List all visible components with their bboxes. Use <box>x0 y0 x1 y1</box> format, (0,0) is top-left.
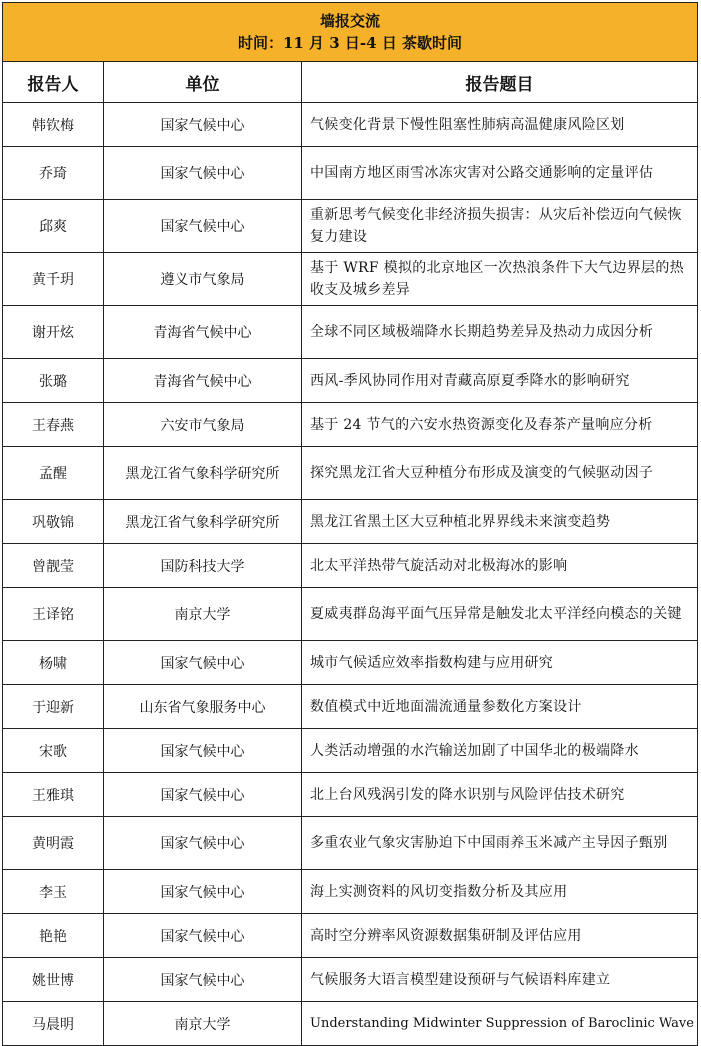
reporter-cell: 巩敬锦 <box>3 500 104 544</box>
table-row <box>3 447 698 500</box>
topic-cell: 探究黑龙江省大豆种植分布形成及演变的气候驱动因子 <box>302 447 698 500</box>
unit-cell: 国家气候中心 <box>104 773 302 817</box>
unit-cell: 南京大学 <box>104 588 302 641</box>
topic-cell: 西风-季风协同作用对青藏高原夏季降水的影响研究 <box>302 359 698 403</box>
topic-cell: Understanding Midwinter Suppression of Baroclinic Wave <box>302 1002 698 1046</box>
unit-cell: 黑龙江省气象科学研究所 <box>104 447 302 500</box>
reporter-cell: 宋歌 <box>3 729 104 773</box>
poster-schedule-table <box>2 2 698 1046</box>
table-row <box>3 500 698 544</box>
reporter-cell: 李玉 <box>3 870 104 914</box>
reporter-cell: 艳艳 <box>3 914 104 958</box>
topic-cell: 气候服务大语言模型建设预研与气候语料库建立 <box>302 958 698 1002</box>
reporter-cell: 马晨明 <box>3 1002 104 1046</box>
column-header-unit: 单位 <box>104 62 302 103</box>
banner-row <box>3 3 698 62</box>
unit-cell: 国家气候中心 <box>104 958 302 1002</box>
topic-cell: 黑龙江省黑土区大豆种植北界界线未来演变趋势 <box>302 500 698 544</box>
reporter-cell: 杨啸 <box>3 641 104 685</box>
unit-cell: 青海省气候中心 <box>104 306 302 359</box>
reporter-cell: 曾靓莹 <box>3 544 104 588</box>
topic-cell: 数值模式中近地面湍流通量参数化方案设计 <box>302 685 698 729</box>
topic-cell: 重新思考气候变化非经济损失损害：从灾后补偿迈向气候恢复力建设 <box>302 200 698 253</box>
topic-cell: 夏威夷群岛海平面气压异常是触发北太平洋经向模态的关键 <box>302 588 698 641</box>
banner <box>3 3 698 62</box>
reporter-cell: 韩钦梅 <box>3 103 104 147</box>
table-row <box>3 685 698 729</box>
table-row <box>3 200 698 253</box>
reporter-cell: 王雅琪 <box>3 773 104 817</box>
table-row <box>3 588 698 641</box>
topic-cell: 气候变化背景下慢性阻塞性肺病高温健康风险区划 <box>302 103 698 147</box>
banner-title: 墙报交流 <box>319 12 380 30</box>
table-row <box>3 306 698 359</box>
topic-cell: 中国南方地区雨雪冰冻灾害对公路交通影响的定量评估 <box>302 147 698 200</box>
table-row <box>3 773 698 817</box>
unit-cell: 青海省气候中心 <box>104 359 302 403</box>
reporter-cell: 王译铭 <box>3 588 104 641</box>
table-row <box>3 729 698 773</box>
topic-cell: 人类活动增强的水汽输送加剧了中国华北的极端降水 <box>302 729 698 773</box>
table-row <box>3 870 698 914</box>
topic-cell: 多重农业气象灾害胁迫下中国雨养玉米减产主导因子甄别 <box>302 817 698 870</box>
unit-cell: 六安市气象局 <box>104 403 302 447</box>
table-row <box>3 147 698 200</box>
unit-cell: 遵义市气象局 <box>104 253 302 306</box>
table-row <box>3 817 698 870</box>
column-header-topic: 报告题目 <box>302 62 698 103</box>
unit-cell: 国家气候中心 <box>104 914 302 958</box>
table-row <box>3 253 698 306</box>
topic-cell: 北太平洋热带气旋活动对北极海冰的影响 <box>302 544 698 588</box>
table-row <box>3 958 698 1002</box>
reporter-cell: 张璐 <box>3 359 104 403</box>
unit-cell: 黑龙江省气象科学研究所 <box>104 500 302 544</box>
reporter-cell: 谢开炫 <box>3 306 104 359</box>
unit-cell: 国家气候中心 <box>104 870 302 914</box>
table-row <box>3 403 698 447</box>
unit-cell: 国家气候中心 <box>104 641 302 685</box>
reporter-cell: 黄明霞 <box>3 817 104 870</box>
unit-cell: 国家气候中心 <box>104 147 302 200</box>
column-header-reporter: 报告人 <box>3 62 104 103</box>
unit-cell: 国防科技大学 <box>104 544 302 588</box>
unit-cell: 国家气候中心 <box>104 103 302 147</box>
topic-cell: 基于 24 节气的六安水热资源变化及春茶产量响应分析 <box>302 403 698 447</box>
topic-cell: 城市气候适应效率指数构建与应用研究 <box>302 641 698 685</box>
unit-cell: 国家气候中心 <box>104 817 302 870</box>
reporter-cell: 孟醒 <box>3 447 104 500</box>
unit-cell: 山东省气象服务中心 <box>104 685 302 729</box>
unit-cell: 国家气候中心 <box>104 729 302 773</box>
table-row <box>3 914 698 958</box>
table-row <box>3 641 698 685</box>
header-row <box>3 62 698 103</box>
reporter-cell: 乔琦 <box>3 147 104 200</box>
topic-cell: 基于 WRF 模拟的北京地区一次热浪条件下大气边界层的热收支及城乡差异 <box>302 253 698 306</box>
topic-cell: 北上台风残涡引发的降水识别与风险评估技术研究 <box>302 773 698 817</box>
reporter-cell: 黄千玥 <box>3 253 104 306</box>
reporter-cell: 于迎新 <box>3 685 104 729</box>
topic-cell: 高时空分辨率风资源数据集研制及评估应用 <box>302 914 698 958</box>
table-row <box>3 1002 698 1046</box>
reporter-cell: 姚世博 <box>3 958 104 1002</box>
topic-cell: 海上实测资料的风切变指数分析及其应用 <box>302 870 698 914</box>
unit-cell: 南京大学 <box>104 1002 302 1046</box>
reporter-cell: 王春燕 <box>3 403 104 447</box>
banner-subtitle: 时间：11 月 3 日-4 日 茶歇时间 <box>237 34 463 52</box>
reporter-cell: 邱爽 <box>3 200 104 253</box>
table-row <box>3 103 698 147</box>
topic-cell: 全球不同区域极端降水长期趋势差异及热动力成因分析 <box>302 306 698 359</box>
unit-cell: 国家气候中心 <box>104 200 302 253</box>
table-row <box>3 359 698 403</box>
table-row <box>3 544 698 588</box>
